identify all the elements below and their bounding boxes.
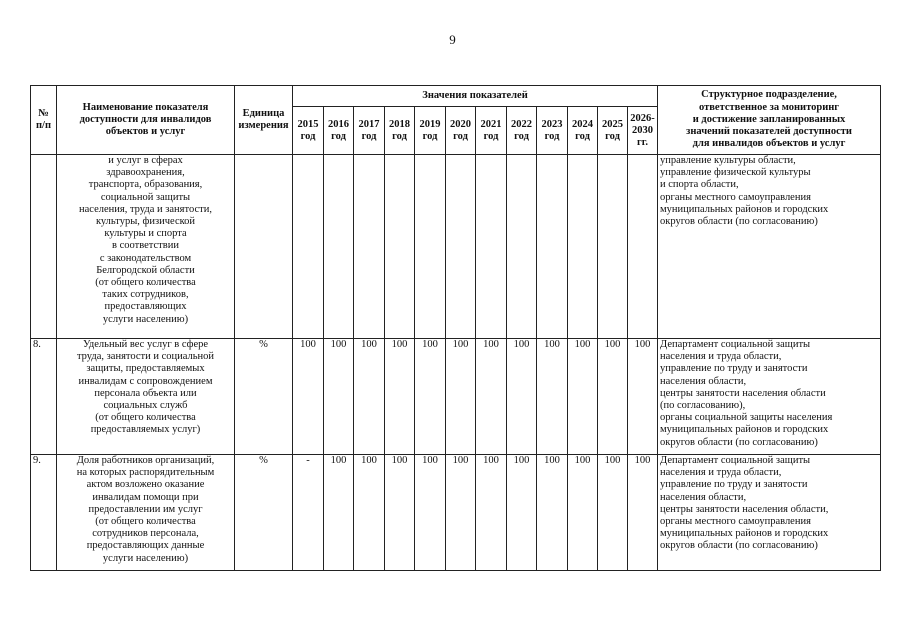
- row-number: 9.: [31, 455, 57, 571]
- year-suffix: гг.: [637, 136, 648, 148]
- year-label: 2016: [328, 118, 349, 130]
- value-cell: [598, 155, 628, 339]
- header-name: Наименование показателя доступности для инвалидов объектов и услуг: [57, 86, 235, 155]
- year-suffix: год: [453, 130, 468, 142]
- responsible-cell: Департамент социальной защиты населения и труда области, управление по труду и занятости населения области, центры занятости населения области (по согласованию), органы социальной защиты населения муниципальных районов и городских округов области (по согласованию): [658, 339, 881, 455]
- header-num: № п/п: [31, 86, 57, 155]
- table-row: [31, 339, 881, 455]
- header-year-7: [507, 107, 537, 155]
- header-year-1: [324, 107, 354, 155]
- table-row: [31, 455, 881, 571]
- value-cell: [537, 155, 568, 339]
- year-label: 2021: [480, 118, 502, 130]
- value-cell: 100: [568, 339, 598, 455]
- value-cell: [354, 155, 385, 339]
- header-values-title: Значения показателей: [293, 86, 658, 107]
- value-cell: [293, 155, 324, 339]
- year-label: 2024: [572, 118, 593, 130]
- year-suffix: год: [300, 130, 316, 142]
- value-cell: 100: [507, 339, 537, 455]
- value-cell: 100: [324, 339, 354, 455]
- unit-cell: %: [235, 455, 293, 571]
- header-year-8: [537, 107, 568, 155]
- indicator-name: Доля работников организаций, на которых распорядительным актом возложено оказание инвалидам помощи при предоставлении им услуг (от общего количества сотрудников персонала, предоставляющих данные услуги населению): [57, 455, 235, 571]
- value-cell: 100: [598, 455, 628, 571]
- unit-cell: %: [235, 339, 293, 455]
- value-cell: 100: [598, 339, 628, 455]
- year-label: 2020: [450, 118, 471, 130]
- value-cell: 100: [354, 339, 385, 455]
- responsible-cell: Департамент социальной защиты населения и труда области, управление по труду и занятости населения области, центры занятости населения области, органы местного самоуправления муниципальных районов и городских округов области (по согласованию): [658, 455, 881, 571]
- header-year-10: [598, 107, 628, 155]
- header-year-3: [385, 107, 415, 155]
- unit-cell: [235, 155, 293, 339]
- year-label: 2015: [297, 118, 319, 130]
- year-label: 2019: [419, 118, 441, 130]
- value-cell: [415, 155, 446, 339]
- header-responsible: Структурное подразделение, ответственное за мониторинг и достижение запланированных значений показателей доступности для инвалидов объектов и услуг: [658, 86, 881, 155]
- value-cell: 100: [385, 339, 415, 455]
- year-label: 2025: [602, 118, 623, 130]
- header-year-6: [476, 107, 507, 155]
- year-suffix: год: [544, 130, 560, 142]
- value-cell: 100: [476, 339, 507, 455]
- value-cell: 100: [293, 339, 324, 455]
- header-year-2: [354, 107, 385, 155]
- value-cell: [507, 155, 537, 339]
- indicators-table: [30, 85, 881, 571]
- year-label: 2017: [358, 118, 380, 130]
- value-cell: [446, 155, 476, 339]
- row-number: 8.: [31, 339, 57, 455]
- value-cell: 100: [415, 455, 446, 571]
- table-row: [31, 155, 881, 339]
- header-year-0: [293, 107, 324, 155]
- value-cell: [385, 155, 415, 339]
- year-suffix: год: [361, 130, 377, 142]
- header-year-5: [446, 107, 476, 155]
- value-cell: 100: [568, 455, 598, 571]
- year-suffix: год: [605, 130, 620, 142]
- header-row-1: [31, 86, 881, 107]
- indicator-name: Удельный вес услуг в сфере труда, занятости и социальной защиты, предоставляемых инвалидам с сопровождением персонала объекта или социальных служб (от общего количества предоставляемых услуг): [57, 339, 235, 455]
- value-cell: 100: [628, 339, 658, 455]
- value-cell: [628, 155, 658, 339]
- responsible-cell: управление культуры области, управление физической культуры и спорта области, органы местного самоуправления муниципальных районов и городских округов области (по согласованию): [658, 155, 881, 339]
- value-cell: 100: [324, 455, 354, 571]
- row-number: [31, 155, 57, 339]
- year-label: 2022: [511, 118, 532, 130]
- value-cell: [568, 155, 598, 339]
- value-cell: 100: [354, 455, 385, 571]
- year-label: 2018: [389, 118, 410, 130]
- year-suffix: год: [422, 130, 438, 142]
- header-unit: Единица измерения: [235, 86, 293, 155]
- value-cell: 100: [628, 455, 658, 571]
- value-cell: 100: [537, 455, 568, 571]
- year-suffix: год: [514, 130, 529, 142]
- value-cell: -: [293, 455, 324, 571]
- value-cell: 100: [415, 339, 446, 455]
- value-cell: 100: [385, 455, 415, 571]
- indicator-name: и услуг в сферах здравоохранения, транспорта, образования, социальной защиты населения, труда и занятости, культуры, физической культуры и спорта в соответствии с законодательством Белгородской области (от общего количества таких сотрудников, предоставляющих услуги населению): [57, 155, 235, 339]
- header-year-4: [415, 107, 446, 155]
- page-number: 9: [449, 32, 456, 47]
- header-year-11: [628, 107, 658, 155]
- value-cell: 100: [446, 455, 476, 571]
- header-year-9: [568, 107, 598, 155]
- year-suffix: год: [483, 130, 499, 142]
- value-cell: 100: [507, 455, 537, 571]
- year-suffix: год: [575, 130, 590, 142]
- year-label: 2023: [541, 118, 563, 130]
- value-cell: 100: [476, 455, 507, 571]
- value-cell: 100: [537, 339, 568, 455]
- value-cell: 100: [446, 339, 476, 455]
- year-label: 2026- 2030: [630, 112, 655, 136]
- year-suffix: год: [331, 130, 346, 142]
- value-cell: [476, 155, 507, 339]
- year-suffix: год: [392, 130, 407, 142]
- value-cell: [324, 155, 354, 339]
